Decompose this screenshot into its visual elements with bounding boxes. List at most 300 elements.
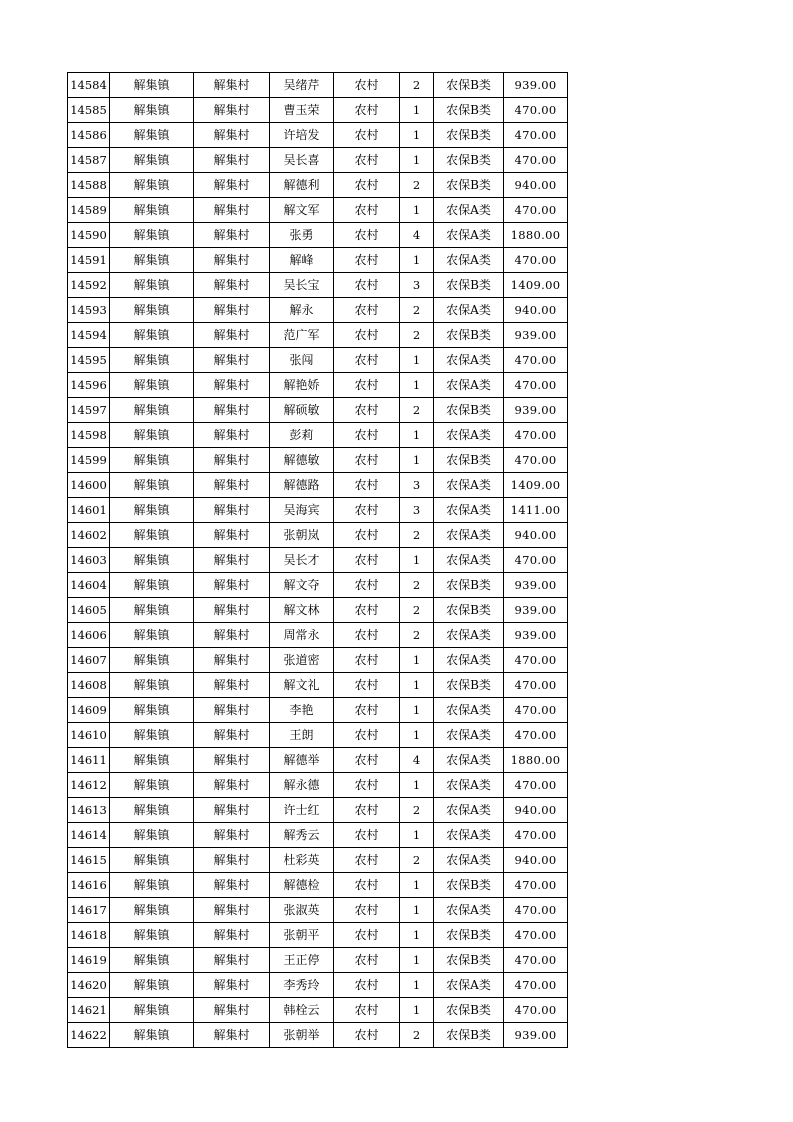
household-type-cell: 农村 bbox=[334, 748, 400, 773]
persons-count-cell: 1 bbox=[400, 648, 434, 673]
persons-count-cell: 1 bbox=[400, 998, 434, 1023]
category-cell: 农保A类 bbox=[434, 348, 504, 373]
name-cell: 张勇 bbox=[270, 223, 334, 248]
amount-cell: 470.00 bbox=[504, 773, 568, 798]
category-cell: 农保B类 bbox=[434, 1023, 504, 1048]
serial-number-cell: 14590 bbox=[68, 223, 110, 248]
category-cell: 农保B类 bbox=[434, 998, 504, 1023]
town-cell: 解集镇 bbox=[110, 473, 194, 498]
table-row bbox=[68, 573, 568, 598]
town-cell: 解集镇 bbox=[110, 948, 194, 973]
household-type-cell: 农村 bbox=[334, 423, 400, 448]
category-cell: 农保A类 bbox=[434, 798, 504, 823]
table-row bbox=[68, 548, 568, 573]
amount-cell: 939.00 bbox=[504, 1023, 568, 1048]
amount-cell: 939.00 bbox=[504, 573, 568, 598]
name-cell: 许士红 bbox=[270, 798, 334, 823]
serial-number-cell: 14585 bbox=[68, 98, 110, 123]
household-type-cell: 农村 bbox=[334, 823, 400, 848]
village-cell: 解集村 bbox=[194, 848, 270, 873]
town-cell: 解集镇 bbox=[110, 423, 194, 448]
village-cell: 解集村 bbox=[194, 973, 270, 998]
serial-number-cell: 14594 bbox=[68, 323, 110, 348]
persons-count-cell: 1 bbox=[400, 248, 434, 273]
village-cell: 解集村 bbox=[194, 548, 270, 573]
amount-cell: 1880.00 bbox=[504, 223, 568, 248]
category-cell: 农保A类 bbox=[434, 723, 504, 748]
persons-count-cell: 1 bbox=[400, 673, 434, 698]
table-row bbox=[68, 148, 568, 173]
serial-number-cell: 14602 bbox=[68, 523, 110, 548]
household-type-cell: 农村 bbox=[334, 548, 400, 573]
category-cell: 农保B类 bbox=[434, 73, 504, 98]
town-cell: 解集镇 bbox=[110, 723, 194, 748]
village-cell: 解集村 bbox=[194, 748, 270, 773]
persons-count-cell: 1 bbox=[400, 123, 434, 148]
name-cell: 吴海宾 bbox=[270, 498, 334, 523]
name-cell: 彭莉 bbox=[270, 423, 334, 448]
household-type-cell: 农村 bbox=[334, 198, 400, 223]
village-cell: 解集村 bbox=[194, 73, 270, 98]
town-cell: 解集镇 bbox=[110, 548, 194, 573]
town-cell: 解集镇 bbox=[110, 498, 194, 523]
town-cell: 解集镇 bbox=[110, 248, 194, 273]
village-cell: 解集村 bbox=[194, 373, 270, 398]
table-row bbox=[68, 198, 568, 223]
serial-number-cell: 14605 bbox=[68, 598, 110, 623]
village-cell: 解集村 bbox=[194, 898, 270, 923]
town-cell: 解集镇 bbox=[110, 898, 194, 923]
persons-count-cell: 3 bbox=[400, 473, 434, 498]
amount-cell: 470.00 bbox=[504, 98, 568, 123]
household-type-cell: 农村 bbox=[334, 998, 400, 1023]
village-cell: 解集村 bbox=[194, 298, 270, 323]
town-cell: 解集镇 bbox=[110, 573, 194, 598]
amount-cell: 940.00 bbox=[504, 798, 568, 823]
name-cell: 杜彩英 bbox=[270, 848, 334, 873]
serial-number-cell: 14609 bbox=[68, 698, 110, 723]
persons-count-cell: 2 bbox=[400, 323, 434, 348]
town-cell: 解集镇 bbox=[110, 873, 194, 898]
name-cell: 解艳娇 bbox=[270, 373, 334, 398]
town-cell: 解集镇 bbox=[110, 648, 194, 673]
household-type-cell: 农村 bbox=[334, 598, 400, 623]
village-cell: 解集村 bbox=[194, 473, 270, 498]
persons-count-cell: 1 bbox=[400, 198, 434, 223]
category-cell: 农保A类 bbox=[434, 473, 504, 498]
table-row bbox=[68, 273, 568, 298]
amount-cell: 1409.00 bbox=[504, 273, 568, 298]
persons-count-cell: 1 bbox=[400, 548, 434, 573]
category-cell: 农保B类 bbox=[434, 923, 504, 948]
amount-cell: 470.00 bbox=[504, 998, 568, 1023]
name-cell: 张朝平 bbox=[270, 923, 334, 948]
category-cell: 农保A类 bbox=[434, 848, 504, 873]
persons-count-cell: 3 bbox=[400, 498, 434, 523]
persons-count-cell: 1 bbox=[400, 873, 434, 898]
table-row bbox=[68, 698, 568, 723]
household-type-cell: 农村 bbox=[334, 1023, 400, 1048]
persons-count-cell: 4 bbox=[400, 223, 434, 248]
table-row bbox=[68, 298, 568, 323]
household-type-cell: 农村 bbox=[334, 698, 400, 723]
town-cell: 解集镇 bbox=[110, 148, 194, 173]
household-type-cell: 农村 bbox=[334, 223, 400, 248]
serial-number-cell: 14615 bbox=[68, 848, 110, 873]
amount-cell: 470.00 bbox=[504, 348, 568, 373]
persons-count-cell: 1 bbox=[400, 723, 434, 748]
household-type-cell: 农村 bbox=[334, 448, 400, 473]
serial-number-cell: 14599 bbox=[68, 448, 110, 473]
village-cell: 解集村 bbox=[194, 273, 270, 298]
town-cell: 解集镇 bbox=[110, 773, 194, 798]
category-cell: 农保A类 bbox=[434, 223, 504, 248]
town-cell: 解集镇 bbox=[110, 623, 194, 648]
category-cell: 农保A类 bbox=[434, 898, 504, 923]
name-cell: 解德利 bbox=[270, 173, 334, 198]
serial-number-cell: 14606 bbox=[68, 623, 110, 648]
amount-cell: 939.00 bbox=[504, 598, 568, 623]
serial-number-cell: 14586 bbox=[68, 123, 110, 148]
household-type-cell: 农村 bbox=[334, 873, 400, 898]
table-row bbox=[68, 623, 568, 648]
village-cell: 解集村 bbox=[194, 823, 270, 848]
name-cell: 李秀玲 bbox=[270, 973, 334, 998]
village-cell: 解集村 bbox=[194, 398, 270, 423]
town-cell: 解集镇 bbox=[110, 923, 194, 948]
village-cell: 解集村 bbox=[194, 248, 270, 273]
table-row bbox=[68, 1023, 568, 1048]
persons-count-cell: 2 bbox=[400, 398, 434, 423]
name-cell: 周常永 bbox=[270, 623, 334, 648]
category-cell: 农保B类 bbox=[434, 573, 504, 598]
amount-cell: 470.00 bbox=[504, 698, 568, 723]
amount-cell: 1880.00 bbox=[504, 748, 568, 773]
serial-number-cell: 14619 bbox=[68, 948, 110, 973]
village-cell: 解集村 bbox=[194, 923, 270, 948]
village-cell: 解集村 bbox=[194, 998, 270, 1023]
table-row bbox=[68, 723, 568, 748]
serial-number-cell: 14608 bbox=[68, 673, 110, 698]
category-cell: 农保A类 bbox=[434, 698, 504, 723]
household-type-cell: 农村 bbox=[334, 173, 400, 198]
village-cell: 解集村 bbox=[194, 323, 270, 348]
household-type-cell: 农村 bbox=[334, 723, 400, 748]
table-row bbox=[68, 373, 568, 398]
category-cell: 农保A类 bbox=[434, 973, 504, 998]
persons-count-cell: 1 bbox=[400, 448, 434, 473]
persons-count-cell: 1 bbox=[400, 698, 434, 723]
name-cell: 韩栓云 bbox=[270, 998, 334, 1023]
table-row bbox=[68, 473, 568, 498]
village-cell: 解集村 bbox=[194, 873, 270, 898]
category-cell: 农保B类 bbox=[434, 598, 504, 623]
village-cell: 解集村 bbox=[194, 798, 270, 823]
serial-number-cell: 14612 bbox=[68, 773, 110, 798]
household-type-cell: 农村 bbox=[334, 348, 400, 373]
table-row bbox=[68, 423, 568, 448]
persons-count-cell: 1 bbox=[400, 373, 434, 398]
amount-cell: 470.00 bbox=[504, 723, 568, 748]
category-cell: 农保B类 bbox=[434, 448, 504, 473]
name-cell: 解永 bbox=[270, 298, 334, 323]
town-cell: 解集镇 bbox=[110, 748, 194, 773]
name-cell: 吴绪芹 bbox=[270, 73, 334, 98]
category-cell: 农保B类 bbox=[434, 398, 504, 423]
table-body bbox=[68, 73, 568, 1048]
table-row bbox=[68, 348, 568, 373]
category-cell: 农保B类 bbox=[434, 273, 504, 298]
persons-count-cell: 2 bbox=[400, 623, 434, 648]
serial-number-cell: 14598 bbox=[68, 423, 110, 448]
town-cell: 解集镇 bbox=[110, 298, 194, 323]
household-type-cell: 农村 bbox=[334, 373, 400, 398]
persons-count-cell: 2 bbox=[400, 523, 434, 548]
name-cell: 解硕敏 bbox=[270, 398, 334, 423]
village-cell: 解集村 bbox=[194, 723, 270, 748]
name-cell: 解德敏 bbox=[270, 448, 334, 473]
village-cell: 解集村 bbox=[194, 673, 270, 698]
amount-cell: 470.00 bbox=[504, 198, 568, 223]
persons-count-cell: 1 bbox=[400, 898, 434, 923]
data-table bbox=[67, 72, 568, 1048]
category-cell: 农保B类 bbox=[434, 948, 504, 973]
household-type-cell: 农村 bbox=[334, 848, 400, 873]
town-cell: 解集镇 bbox=[110, 798, 194, 823]
serial-number-cell: 14603 bbox=[68, 548, 110, 573]
town-cell: 解集镇 bbox=[110, 373, 194, 398]
serial-number-cell: 14607 bbox=[68, 648, 110, 673]
serial-number-cell: 14587 bbox=[68, 148, 110, 173]
serial-number-cell: 14613 bbox=[68, 798, 110, 823]
table-row bbox=[68, 748, 568, 773]
name-cell: 范广军 bbox=[270, 323, 334, 348]
category-cell: 农保A类 bbox=[434, 548, 504, 573]
amount-cell: 939.00 bbox=[504, 398, 568, 423]
household-type-cell: 农村 bbox=[334, 73, 400, 98]
household-type-cell: 农村 bbox=[334, 148, 400, 173]
name-cell: 张朝岚 bbox=[270, 523, 334, 548]
amount-cell: 470.00 bbox=[504, 423, 568, 448]
serial-number-cell: 14616 bbox=[68, 873, 110, 898]
amount-cell: 939.00 bbox=[504, 323, 568, 348]
serial-number-cell: 14597 bbox=[68, 398, 110, 423]
serial-number-cell: 14620 bbox=[68, 973, 110, 998]
village-cell: 解集村 bbox=[194, 648, 270, 673]
table-row bbox=[68, 998, 568, 1023]
serial-number-cell: 14622 bbox=[68, 1023, 110, 1048]
category-cell: 农保A类 bbox=[434, 423, 504, 448]
serial-number-cell: 14589 bbox=[68, 198, 110, 223]
category-cell: 农保A类 bbox=[434, 498, 504, 523]
category-cell: 农保A类 bbox=[434, 773, 504, 798]
category-cell: 农保A类 bbox=[434, 748, 504, 773]
table-row bbox=[68, 973, 568, 998]
town-cell: 解集镇 bbox=[110, 823, 194, 848]
serial-number-cell: 14614 bbox=[68, 823, 110, 848]
serial-number-cell: 14600 bbox=[68, 473, 110, 498]
category-cell: 农保A类 bbox=[434, 248, 504, 273]
table-row bbox=[68, 523, 568, 548]
persons-count-cell: 1 bbox=[400, 348, 434, 373]
household-type-cell: 农村 bbox=[334, 323, 400, 348]
persons-count-cell: 3 bbox=[400, 273, 434, 298]
persons-count-cell: 2 bbox=[400, 73, 434, 98]
household-type-cell: 农村 bbox=[334, 123, 400, 148]
name-cell: 许培发 bbox=[270, 123, 334, 148]
village-cell: 解集村 bbox=[194, 423, 270, 448]
name-cell: 吴长宝 bbox=[270, 273, 334, 298]
household-type-cell: 农村 bbox=[334, 923, 400, 948]
category-cell: 农保B类 bbox=[434, 173, 504, 198]
category-cell: 农保B类 bbox=[434, 123, 504, 148]
persons-count-cell: 2 bbox=[400, 598, 434, 623]
household-type-cell: 农村 bbox=[334, 973, 400, 998]
table-row bbox=[68, 948, 568, 973]
persons-count-cell: 1 bbox=[400, 148, 434, 173]
village-cell: 解集村 bbox=[194, 498, 270, 523]
village-cell: 解集村 bbox=[194, 948, 270, 973]
category-cell: 农保B类 bbox=[434, 323, 504, 348]
persons-count-cell: 2 bbox=[400, 1023, 434, 1048]
category-cell: 农保A类 bbox=[434, 648, 504, 673]
amount-cell: 470.00 bbox=[504, 248, 568, 273]
table-row bbox=[68, 398, 568, 423]
serial-number-cell: 14591 bbox=[68, 248, 110, 273]
serial-number-cell: 14618 bbox=[68, 923, 110, 948]
village-cell: 解集村 bbox=[194, 348, 270, 373]
serial-number-cell: 14617 bbox=[68, 898, 110, 923]
household-type-cell: 农村 bbox=[334, 798, 400, 823]
name-cell: 张朝举 bbox=[270, 1023, 334, 1048]
amount-cell: 470.00 bbox=[504, 973, 568, 998]
table-row bbox=[68, 123, 568, 148]
persons-count-cell: 2 bbox=[400, 298, 434, 323]
name-cell: 解峰 bbox=[270, 248, 334, 273]
town-cell: 解集镇 bbox=[110, 323, 194, 348]
village-cell: 解集村 bbox=[194, 773, 270, 798]
amount-cell: 470.00 bbox=[504, 673, 568, 698]
village-cell: 解集村 bbox=[194, 123, 270, 148]
town-cell: 解集镇 bbox=[110, 348, 194, 373]
name-cell: 解文礼 bbox=[270, 673, 334, 698]
name-cell: 张闯 bbox=[270, 348, 334, 373]
persons-count-cell: 2 bbox=[400, 573, 434, 598]
persons-count-cell: 1 bbox=[400, 948, 434, 973]
town-cell: 解集镇 bbox=[110, 998, 194, 1023]
amount-cell: 470.00 bbox=[504, 948, 568, 973]
amount-cell: 940.00 bbox=[504, 848, 568, 873]
household-type-cell: 农村 bbox=[334, 248, 400, 273]
household-type-cell: 农村 bbox=[334, 573, 400, 598]
town-cell: 解集镇 bbox=[110, 1023, 194, 1048]
town-cell: 解集镇 bbox=[110, 973, 194, 998]
table-row bbox=[68, 648, 568, 673]
amount-cell: 940.00 bbox=[504, 523, 568, 548]
category-cell: 农保A类 bbox=[434, 198, 504, 223]
household-type-cell: 农村 bbox=[334, 623, 400, 648]
category-cell: 农保A类 bbox=[434, 298, 504, 323]
amount-cell: 940.00 bbox=[504, 298, 568, 323]
amount-cell: 1411.00 bbox=[504, 498, 568, 523]
village-cell: 解集村 bbox=[194, 198, 270, 223]
table-row bbox=[68, 248, 568, 273]
name-cell: 吴长喜 bbox=[270, 148, 334, 173]
town-cell: 解集镇 bbox=[110, 73, 194, 98]
amount-cell: 470.00 bbox=[504, 448, 568, 473]
table-row bbox=[68, 923, 568, 948]
village-cell: 解集村 bbox=[194, 623, 270, 648]
name-cell: 解德路 bbox=[270, 473, 334, 498]
amount-cell: 940.00 bbox=[504, 173, 568, 198]
table-row bbox=[68, 823, 568, 848]
amount-cell: 470.00 bbox=[504, 873, 568, 898]
serial-number-cell: 14601 bbox=[68, 498, 110, 523]
amount-cell: 470.00 bbox=[504, 823, 568, 848]
category-cell: 农保B类 bbox=[434, 148, 504, 173]
household-type-cell: 农村 bbox=[334, 773, 400, 798]
town-cell: 解集镇 bbox=[110, 673, 194, 698]
name-cell: 解文夺 bbox=[270, 573, 334, 598]
town-cell: 解集镇 bbox=[110, 273, 194, 298]
household-type-cell: 农村 bbox=[334, 898, 400, 923]
name-cell: 解文军 bbox=[270, 198, 334, 223]
persons-count-cell: 1 bbox=[400, 923, 434, 948]
table-row bbox=[68, 498, 568, 523]
household-type-cell: 农村 bbox=[334, 673, 400, 698]
name-cell: 解文林 bbox=[270, 598, 334, 623]
household-type-cell: 农村 bbox=[334, 273, 400, 298]
amount-cell: 939.00 bbox=[504, 73, 568, 98]
village-cell: 解集村 bbox=[194, 573, 270, 598]
category-cell: 农保B类 bbox=[434, 873, 504, 898]
table-row bbox=[68, 598, 568, 623]
amount-cell: 470.00 bbox=[504, 373, 568, 398]
household-type-cell: 农村 bbox=[334, 648, 400, 673]
household-type-cell: 农村 bbox=[334, 948, 400, 973]
category-cell: 农保B类 bbox=[434, 673, 504, 698]
table-row bbox=[68, 98, 568, 123]
serial-number-cell: 14584 bbox=[68, 73, 110, 98]
table-row bbox=[68, 73, 568, 98]
table-row bbox=[68, 223, 568, 248]
town-cell: 解集镇 bbox=[110, 223, 194, 248]
persons-count-cell: 2 bbox=[400, 798, 434, 823]
category-cell: 农保A类 bbox=[434, 623, 504, 648]
persons-count-cell: 4 bbox=[400, 748, 434, 773]
persons-count-cell: 1 bbox=[400, 98, 434, 123]
village-cell: 解集村 bbox=[194, 148, 270, 173]
table-row bbox=[68, 798, 568, 823]
persons-count-cell: 1 bbox=[400, 823, 434, 848]
serial-number-cell: 14604 bbox=[68, 573, 110, 598]
table-row bbox=[68, 673, 568, 698]
serial-number-cell: 14595 bbox=[68, 348, 110, 373]
household-type-cell: 农村 bbox=[334, 398, 400, 423]
serial-number-cell: 14588 bbox=[68, 173, 110, 198]
category-cell: 农保A类 bbox=[434, 823, 504, 848]
name-cell: 吴长才 bbox=[270, 548, 334, 573]
persons-count-cell: 1 bbox=[400, 423, 434, 448]
category-cell: 农保A类 bbox=[434, 523, 504, 548]
town-cell: 解集镇 bbox=[110, 523, 194, 548]
serial-number-cell: 14592 bbox=[68, 273, 110, 298]
persons-count-cell: 2 bbox=[400, 848, 434, 873]
name-cell: 曹玉荣 bbox=[270, 98, 334, 123]
town-cell: 解集镇 bbox=[110, 198, 194, 223]
table-row bbox=[68, 848, 568, 873]
village-cell: 解集村 bbox=[194, 448, 270, 473]
